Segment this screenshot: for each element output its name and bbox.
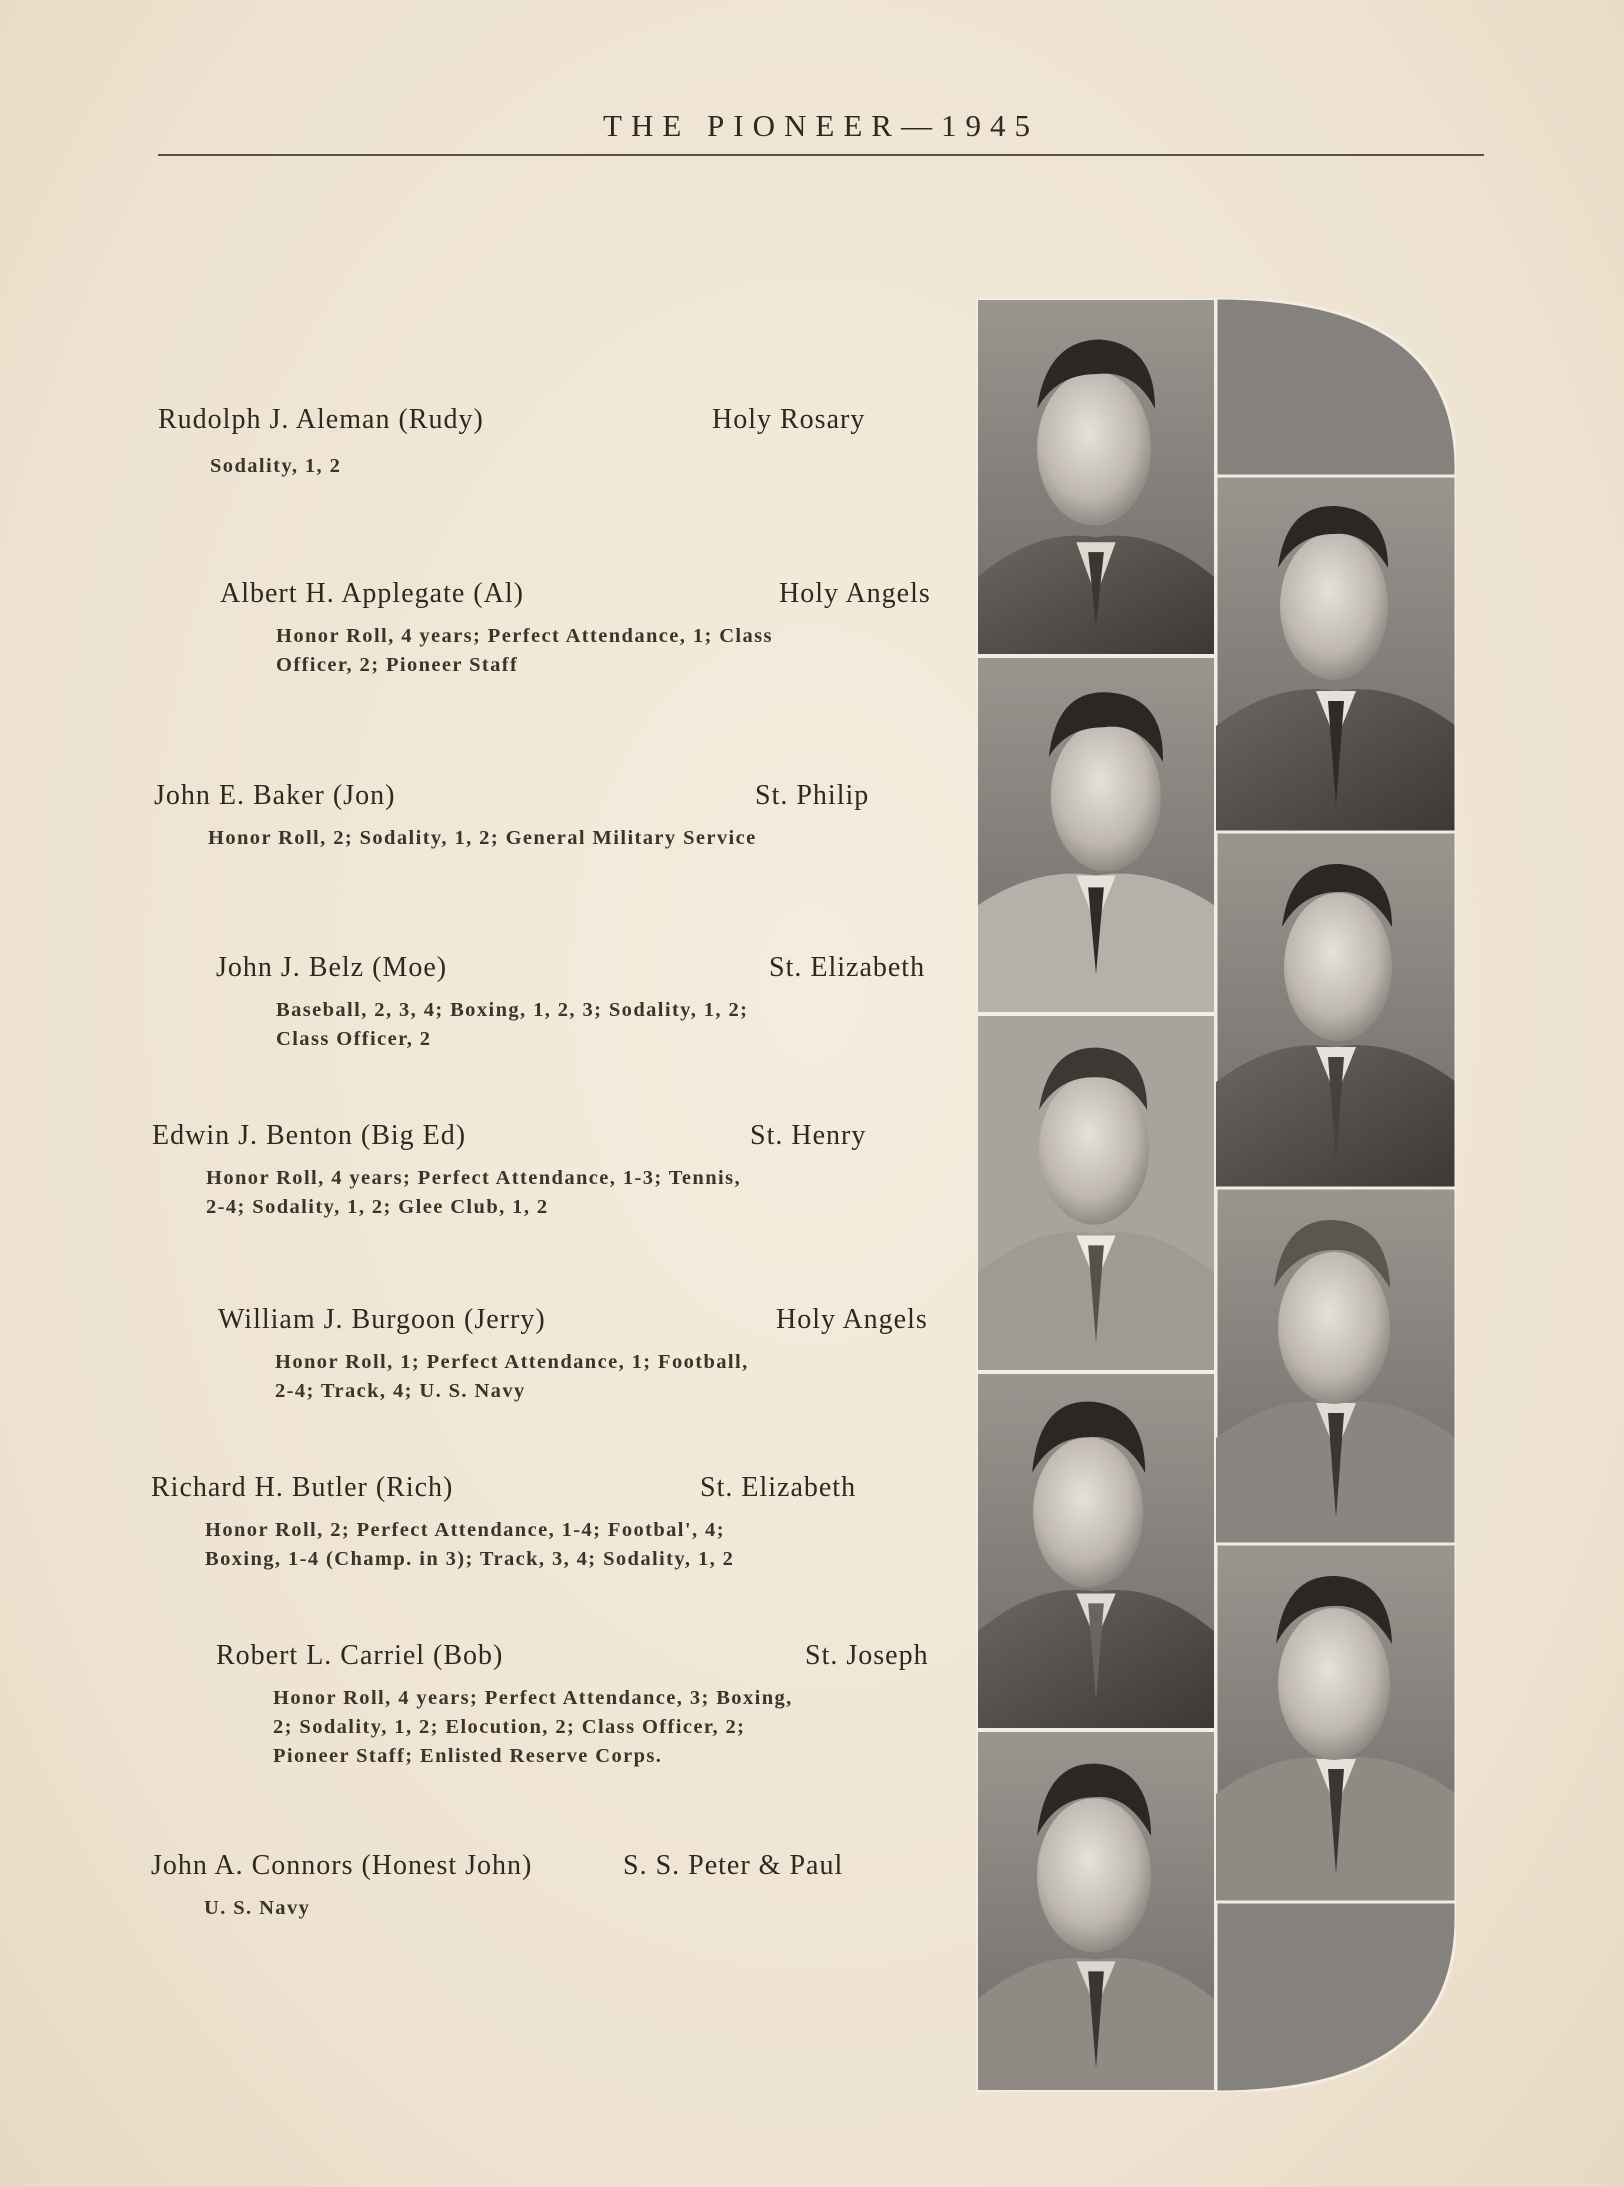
- activities-line: Pioneer Staff; Enlisted Reserve Corps.: [273, 1745, 663, 1767]
- activities-line: Honor Roll, 1; Perfect Attendance, 1; Football,: [275, 1351, 749, 1373]
- student-name: Rudolph J. Aleman (Rudy): [158, 404, 484, 435]
- parish-name: Holy Rosary: [712, 404, 866, 435]
- activities: [210, 452, 341, 481]
- student-name: John A. Connors (Honest John): [151, 1850, 533, 1881]
- activities: [205, 1516, 734, 1574]
- portrait-montage: [976, 298, 1456, 2092]
- activities: [273, 1684, 793, 1771]
- student-portrait: [976, 656, 1216, 1014]
- activities-line: U. S. Navy: [204, 1897, 311, 1919]
- parish-name: St. Joseph: [805, 1640, 929, 1671]
- parish-name: St. Henry: [750, 1120, 867, 1151]
- activities: [206, 1164, 741, 1222]
- student-name: William J. Burgoon (Jerry): [218, 1304, 546, 1335]
- student-name: Edwin J. Benton (Big Ed): [152, 1120, 467, 1151]
- activities-line: Honor Roll, 4 years; Perfect Attendance, 1; Class: [276, 625, 773, 647]
- activities: [276, 622, 773, 680]
- student-portrait: [976, 1014, 1216, 1372]
- page-header: THE PIONEER—1945: [603, 108, 1039, 143]
- student-name: Albert H. Applegate (Al): [220, 578, 524, 609]
- parish-name: Holy Angels: [776, 1304, 928, 1335]
- activities: [276, 996, 748, 1054]
- activities-line: 2-4; Track, 4; U. S. Navy: [275, 1380, 526, 1402]
- student-portrait: [976, 1730, 1216, 2092]
- activities-line: Sodality, 1, 2: [210, 455, 342, 477]
- activities-line: Class Officer, 2: [276, 1028, 432, 1050]
- activities-line: Honor Roll, 4 years; Perfect Attendance, 1-3; Tennis,: [206, 1167, 742, 1189]
- activities: [208, 824, 757, 853]
- activities-line: Honor Roll, 2; Sodality, 1, 2; General Military Service: [208, 827, 757, 849]
- activities: [275, 1348, 749, 1406]
- parish-name: St. Elizabeth: [769, 952, 926, 983]
- student-name: Richard H. Butler (Rich): [151, 1472, 454, 1503]
- activities-line: 2; Sodality, 1, 2; Elocution, 2; Class Officer, 2;: [273, 1716, 746, 1738]
- header-rule: [158, 154, 1484, 156]
- student-portrait: [976, 1372, 1216, 1730]
- student-name: John E. Baker (Jon): [154, 780, 396, 811]
- d-shape-column: [1216, 298, 1456, 2092]
- activities: [204, 1894, 310, 1923]
- parish-name: St. Philip: [755, 780, 870, 811]
- activities-line: Honor Roll, 4 years; Perfect Attendance, 3; Boxing,: [273, 1687, 793, 1709]
- activities-line: Officer, 2; Pioneer Staff: [276, 654, 519, 676]
- parish-name: St. Elizabeth: [700, 1472, 857, 1503]
- student-name: John J. Belz (Moe): [216, 952, 448, 983]
- activities-line: Boxing, 1-4 (Champ. in 3); Track, 3, 4; Sodality, 1, 2: [205, 1548, 735, 1570]
- student-portrait: [976, 298, 1216, 656]
- activities-line: Baseball, 2, 3, 4; Boxing, 1, 2, 3; Sodality, 1, 2;: [276, 999, 749, 1021]
- student-name: Robert L. Carriel (Bob): [216, 1640, 504, 1671]
- activities-line: 2-4; Sodality, 1, 2; Glee Club, 1, 2: [206, 1196, 549, 1218]
- parish-name: Holy Angels: [779, 578, 931, 609]
- parish-name: S. S. Peter & Paul: [623, 1850, 844, 1881]
- activities-line: Honor Roll, 2; Perfect Attendance, 1-4; Footbal', 4;: [205, 1519, 725, 1541]
